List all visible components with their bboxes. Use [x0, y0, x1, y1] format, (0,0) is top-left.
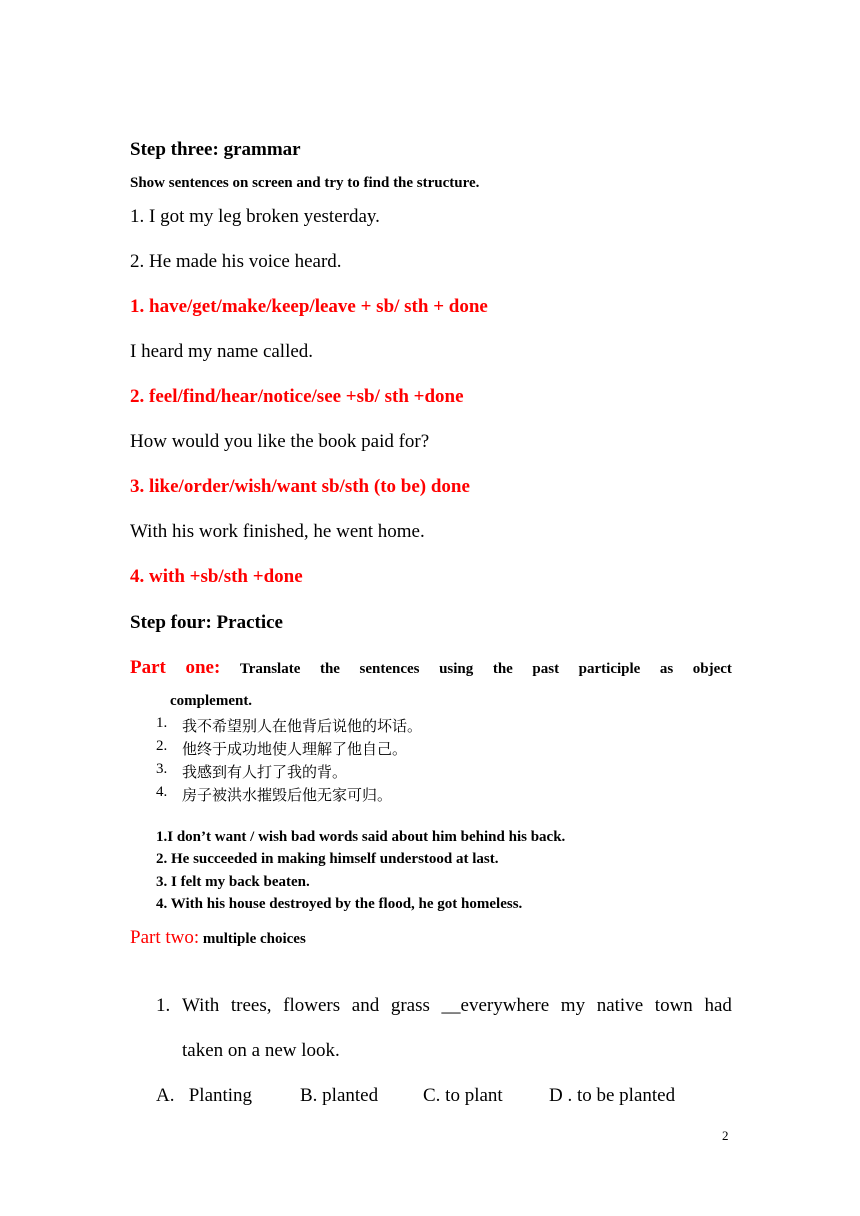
chinese-sentence: 房子被洪水摧毁后他无家可归。 — [182, 786, 393, 804]
chinese-sentence: 他终于成功地使人理解了他自己。 — [182, 740, 408, 758]
question-word: my — [560, 995, 586, 1016]
part-two-colon: : — [193, 927, 200, 948]
instruction-word: the — [319, 661, 340, 677]
question-line-end: taken on a new look. — [182, 1040, 340, 1061]
grammar-rule: 2. feel/find/hear/notice/see +sb/ sth +done — [130, 386, 464, 407]
list-number: 1. — [156, 715, 168, 731]
option-b: B. planted — [300, 1085, 379, 1106]
part-two-heading — [130, 927, 306, 949]
part-two-title: multiple choices — [199, 931, 306, 947]
instruction-word: as — [659, 661, 674, 677]
option-c: C. to plant — [423, 1085, 503, 1106]
instruction-word: participle — [578, 661, 641, 677]
option-a: A. Planting — [156, 1085, 253, 1106]
question-word: With — [182, 995, 220, 1016]
instruction-word: sentences — [359, 661, 420, 677]
question-word: town — [654, 995, 693, 1016]
part-one-label-start: Part — [130, 657, 166, 678]
question-word: grass — [390, 995, 430, 1016]
part-one-instruction-end: complement. — [170, 693, 253, 709]
list-number: 3. — [156, 761, 168, 777]
list-number: 2. — [156, 738, 168, 754]
option-d: D . to be planted — [549, 1085, 676, 1106]
page-number: 2 — [722, 1128, 729, 1143]
grammar-rule: 3. like/order/wish/want sb/sth (to be) done — [130, 476, 470, 497]
question-word: flowers — [283, 995, 341, 1016]
example-sentence: 2. He made his voice heard. — [130, 251, 342, 272]
step-three-heading: Step three: grammar — [130, 139, 301, 160]
instruction-word: past — [532, 661, 560, 677]
part-one-instruction — [130, 657, 732, 679]
chinese-sentence: 我感到有人打了我的背。 — [182, 763, 348, 781]
list-number: 4. — [156, 784, 168, 800]
answer-sentence: 1.I don’t want / wish bad words said about him behind his back. — [156, 829, 566, 845]
example-sentence: I heard my name called. — [130, 341, 314, 362]
question-line — [182, 995, 732, 1017]
question-word: had — [704, 995, 732, 1016]
question-number: 1. — [156, 995, 171, 1016]
question-word: __everywhere — [441, 995, 550, 1016]
question-word: trees, — [230, 995, 272, 1016]
answer-sentence: 3. I felt my back beaten. — [156, 874, 310, 890]
example-sentence: 1. I got my leg broken yesterday. — [130, 206, 380, 227]
grammar-rule: 1. have/get/make/keep/leave + sb/ sth + done — [130, 296, 488, 317]
part-two-label: Part two — [130, 927, 194, 948]
instruction-word: using — [439, 661, 474, 677]
part-one-label-end: one: — [185, 657, 221, 678]
step-four-heading: Step four: Practice — [130, 612, 283, 633]
example-sentence: How would you like the book paid for? — [130, 431, 430, 452]
question-word: native — [596, 995, 644, 1016]
chinese-sentence: 我不希望别人在他背后说他的坏话。 — [182, 717, 423, 735]
instruction-word: object — [692, 661, 732, 677]
instruction-word: Translate — [239, 661, 301, 677]
question-word: and — [351, 995, 380, 1016]
answer-sentence: 2. He succeeded in making himself understood at last. — [156, 851, 499, 867]
answer-sentence: 4. With his house destroyed by the flood, he got homeless. — [156, 896, 523, 912]
example-sentence: With his work finished, he went home. — [130, 521, 425, 542]
instruction-word: the — [492, 661, 513, 677]
step-three-instruction: Show sentences on screen and try to find the structure. — [130, 175, 480, 191]
grammar-rule: 4. with +sb/sth +done — [130, 566, 303, 587]
